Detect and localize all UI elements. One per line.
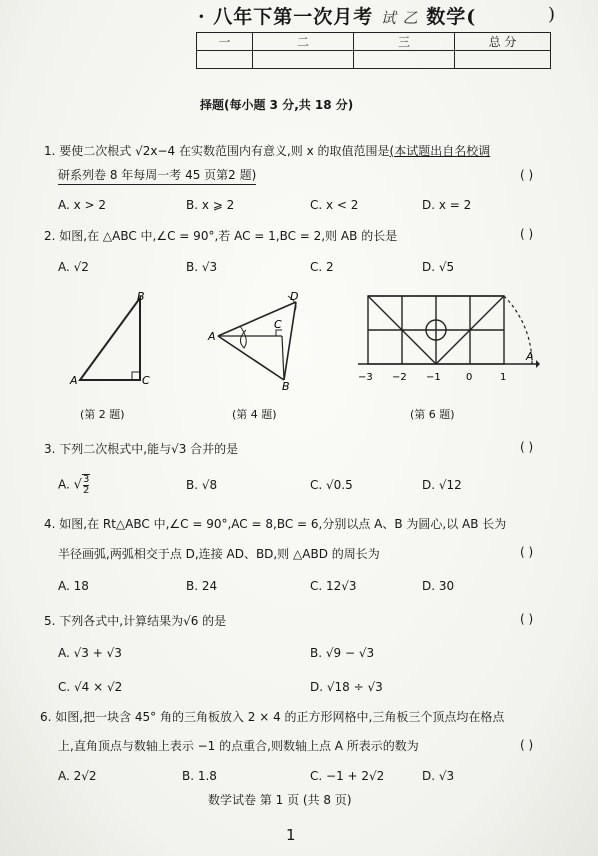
title-handwriting: 试 乙 bbox=[380, 9, 419, 27]
q5-option-d: D. √18 ÷ √3 bbox=[310, 680, 383, 694]
q5-option-b: B. √9 − √3 bbox=[310, 646, 375, 660]
q3-option-a-label: A. bbox=[58, 477, 70, 492]
fig2-label-c: C bbox=[142, 374, 150, 387]
score-cell bbox=[197, 51, 253, 69]
fig4-arc-a bbox=[240, 326, 246, 348]
fig6-caption: (第 6 题) bbox=[410, 408, 455, 421]
q3-frac-num: 3 bbox=[82, 474, 90, 485]
fig4-label-c: C bbox=[274, 318, 282, 331]
q5-option-a: A. √3 + √3 bbox=[58, 646, 122, 660]
q6-option-a: A. 2√2 bbox=[58, 769, 97, 783]
fig4-caption: (第 4 题) bbox=[232, 408, 277, 421]
question-6-line-1: 6. 如图,把一块含 45° 角的三角板放入 2 × 4 的正方形网格中,三角板三个顶点均在格点 bbox=[40, 710, 505, 724]
q2-option-d: D. √5 bbox=[422, 260, 455, 274]
score-col-2: 二 bbox=[253, 33, 354, 51]
q2-option-c: C. 2 bbox=[310, 260, 334, 274]
section-heading: 择题(每小题 3 分,共 18 分) bbox=[200, 98, 354, 112]
fig4-line-db bbox=[284, 302, 296, 380]
score-cell bbox=[455, 51, 551, 69]
page-number: 1 bbox=[286, 826, 296, 844]
question-1-note: (本试题出自名校调 bbox=[389, 144, 491, 158]
q3-option-a: A. √ $\frac{3}{2}$ bbox=[58, 474, 90, 496]
question-2-line-1: 2. 如图,在 △ABC 中,∠C = 90°,若 AC = 1,BC = 2,则 AB 的长是 bbox=[44, 229, 398, 243]
figure-6 bbox=[350, 290, 540, 390]
score-col-total: 总 分 bbox=[455, 33, 551, 51]
fig6-tick-1: 1 bbox=[500, 372, 507, 383]
q6-option-d: D. √3 bbox=[422, 769, 455, 783]
q1-option-b: B. x ⩾ 2 bbox=[186, 198, 235, 212]
score-cell bbox=[354, 51, 455, 69]
title-main: 八年下第一次月考 bbox=[213, 6, 374, 28]
fig4-label-b: B bbox=[282, 380, 290, 392]
q6-option-c: C. −1 + 2√2 bbox=[310, 769, 385, 783]
q4-option-c: C. 12√3 bbox=[310, 579, 357, 593]
figure-2 bbox=[60, 288, 160, 388]
fig6-tick-minus-2: −2 bbox=[392, 372, 407, 383]
q2-option-b: B. √3 bbox=[186, 260, 218, 274]
q1-option-d: D. x = 2 bbox=[422, 198, 472, 212]
q4-option-a: A. 18 bbox=[58, 579, 89, 593]
fig6-axis-arrow bbox=[536, 360, 540, 368]
question-3-answer-paren: ( ) bbox=[520, 440, 534, 454]
question-1-answer-paren: ( ) bbox=[520, 168, 534, 182]
title-bullet: · bbox=[198, 6, 206, 28]
question-5-line-1: 5. 下列各式中,计算结果为√6 的是 bbox=[44, 614, 227, 628]
exam-title bbox=[198, 2, 476, 29]
figure-4 bbox=[204, 288, 304, 392]
fig4-line-ab bbox=[218, 336, 284, 380]
q4-option-b: B. 24 bbox=[186, 579, 218, 593]
q3-option-d: D. √12 bbox=[422, 478, 462, 492]
fig6-tick-minus-1: −1 bbox=[426, 372, 441, 383]
q3-option-c: C. √0.5 bbox=[310, 478, 353, 492]
q6-option-b: B. 1.8 bbox=[182, 769, 217, 783]
question-4-answer-paren: ( ) bbox=[520, 545, 534, 559]
title-subject: 数学( bbox=[426, 6, 477, 28]
question-6-line-2: 上,直角顶点与数轴上表示 −1 的点重合,则数轴上点 A 所表示的数为 bbox=[58, 739, 419, 753]
fig6-tick-0: 0 bbox=[466, 372, 473, 383]
question-4-line-2: 半径画弧,两弧相交于点 D,连接 AD、BD,则 △ABD 的周长为 bbox=[58, 547, 380, 561]
q3-option-b: B. √8 bbox=[186, 478, 218, 492]
q3-option-a-fraction bbox=[82, 474, 90, 496]
q5-option-c: C. √4 × √2 bbox=[58, 680, 123, 694]
q3-frac-den: 2 bbox=[82, 485, 90, 496]
question-1-line-1 bbox=[44, 142, 490, 160]
question-5-answer-paren: ( ) bbox=[520, 612, 534, 626]
score-col-1: 一 bbox=[197, 33, 253, 51]
question-1-text: 1. 要使二次根式 √2x−4 在实数范围内有意义,则 x 的取值范围是 bbox=[44, 144, 390, 158]
fig2-caption: (第 2 题) bbox=[80, 408, 125, 421]
fig4-label-a: A bbox=[208, 330, 216, 343]
question-4-line-1: 4. 如图,在 Rt△ABC 中,∠C = 90°,AC = 8,BC = 6,分别以点 A、B 为圆心,以 AB 长为 bbox=[44, 517, 507, 531]
q4-option-d: D. 30 bbox=[422, 579, 455, 593]
q1-option-a: A. x > 2 bbox=[58, 198, 107, 212]
fig6-label-a: A bbox=[526, 350, 534, 363]
fig6-tick-minus-3: −3 bbox=[358, 372, 373, 383]
fig6-grid bbox=[368, 296, 504, 364]
question-1-line-2: 研系列卷 8 年每周一考 45 页第2 题) bbox=[58, 166, 256, 185]
title-close-paren: ) bbox=[548, 4, 556, 25]
fig4-label-d: D bbox=[290, 290, 299, 303]
score-table bbox=[196, 32, 551, 69]
score-col-3: 三 bbox=[354, 33, 455, 51]
question-2-answer-paren: ( ) bbox=[520, 227, 534, 241]
fig2-right-angle bbox=[132, 372, 140, 380]
question-3-line-1: 3. 下列二次根式中,能与√3 合并的是 bbox=[44, 442, 239, 456]
q2-option-a: A. √2 bbox=[58, 260, 89, 274]
q1-option-c: C. x < 2 bbox=[310, 198, 359, 212]
fig4-line-ad bbox=[218, 302, 296, 336]
score-cell bbox=[253, 51, 354, 69]
fig2-label-a: A bbox=[70, 374, 78, 387]
fig2-label-b: B bbox=[137, 290, 145, 303]
fig2-triangle bbox=[80, 298, 140, 380]
question-6-answer-paren: ( ) bbox=[520, 738, 534, 752]
fig4-line-cb bbox=[282, 336, 284, 380]
page-footer: 数学试卷 第 1 页 (共 8 页) bbox=[208, 793, 352, 807]
